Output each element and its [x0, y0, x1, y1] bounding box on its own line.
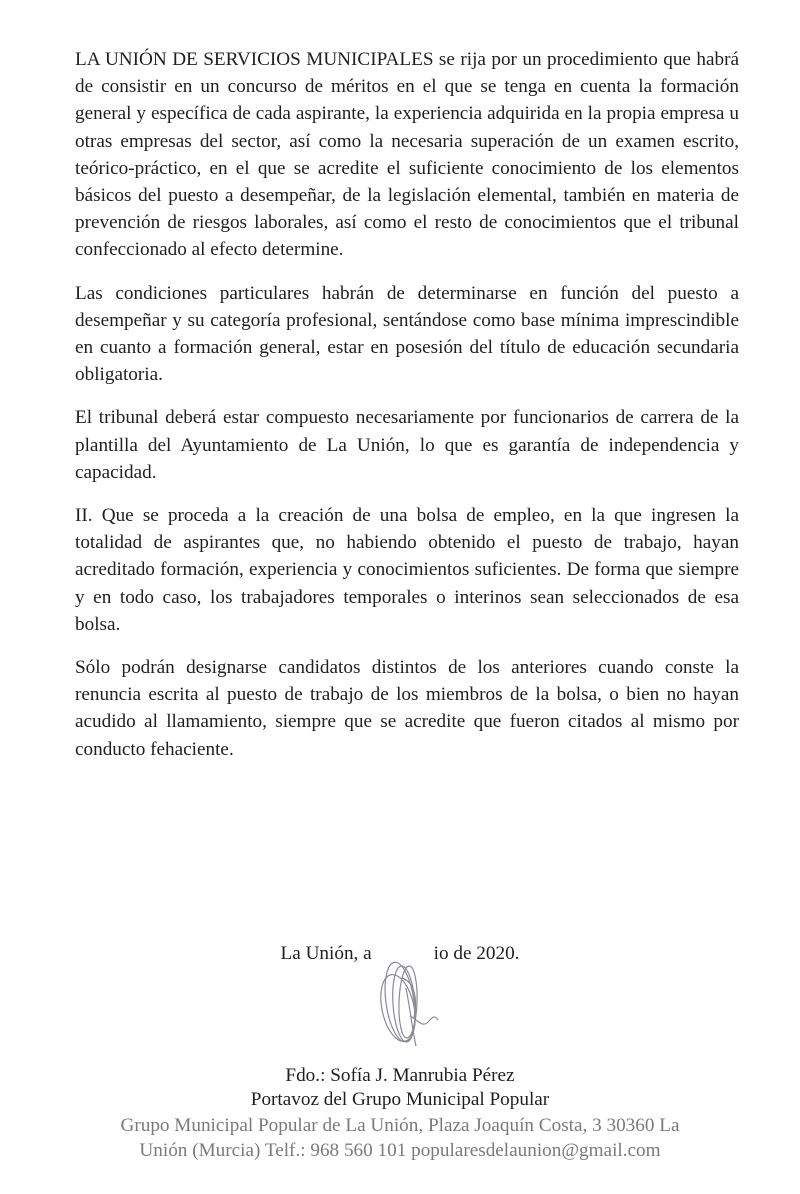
signer-role: Portavoz del Grupo Municipal Popular	[250, 1089, 550, 1110]
paragraph-1	[75, 46, 739, 264]
paragraph-5: Sólo podrán designarse candidatos distintos de los anteriores cuando conste la renuncia escrita al puesto de trabajo de los miembros de la bolsa, o bien no hayan acudido al llamamiento, siempre que se acredite que fueron citados al mismo por conducto fehaciente.	[75, 657, 739, 760]
date-prefix: La Unión, a	[280, 943, 372, 964]
document-body	[75, 46, 739, 779]
footer-address	[0, 1113, 800, 1163]
paragraph-1-text: se rija por un procedimiento que habrá de consistir en un concurso de méritos en el que se tenga en cuenta la formación general y específica de cada aspirante, la experiencia adquirida en la propia empresa u otras empresas del sector, así como la necesaria superación de un examen escrito, teórico-práctico, en el que se acredite el suficiente conocimiento de los elementos básicos del puesto a desempeñar, de la legislación elemental, también en materia de prevención de riesgos laborales, así como el resto de conocimientos que el tribunal confeccionado al efecto determine.	[75, 49, 739, 261]
paragraph-3: El tribunal deberá estar compuesto necesariamente por funcionarios de carrera de la plantilla del Ayuntamiento de La Unión, lo que es garantía de independencia y capacidad.	[75, 407, 739, 483]
paragraph-1-lead: LA UNIÓN DE SERVICIOS MUNICIPALES	[75, 49, 434, 70]
signer-name: Fdo.: Sofía J. Manrubia Pérez	[285, 1065, 515, 1086]
date-suffix: io de 2020.	[433, 943, 520, 964]
paragraph-2: Las condiciones particulares habrán de determinarse en función del puesto a desempeñar y su categoría profesional, sentándose como base mínima imprescindible en cuanto a formación general, estar en posesión del título de educación secundaria obligatoria.	[75, 282, 739, 386]
paragraph-4: II. Que se proceda a la creación de una bolsa de empleo, en la que ingresen la totalidad de aspirantes que, no habiendo obtenido el puesto de trabajo, hayan acreditado formación, experiencia y conocimientos suficientes. De forma que siempre y en todo caso, los trabajadores temporales o interinos sean seleccionados de esa bolsa.	[75, 505, 739, 635]
footer-line-2: Unión (Murcia) Telf.: 968 560 101 popularesdelaunion@gmail.com	[139, 1140, 661, 1161]
handwritten-signature-icon	[368, 958, 458, 1050]
signer-block	[0, 1064, 800, 1112]
footer-line-1: Grupo Municipal Popular de La Unión, Plaza Joaquín Costa, 3 30360 La	[120, 1115, 680, 1136]
